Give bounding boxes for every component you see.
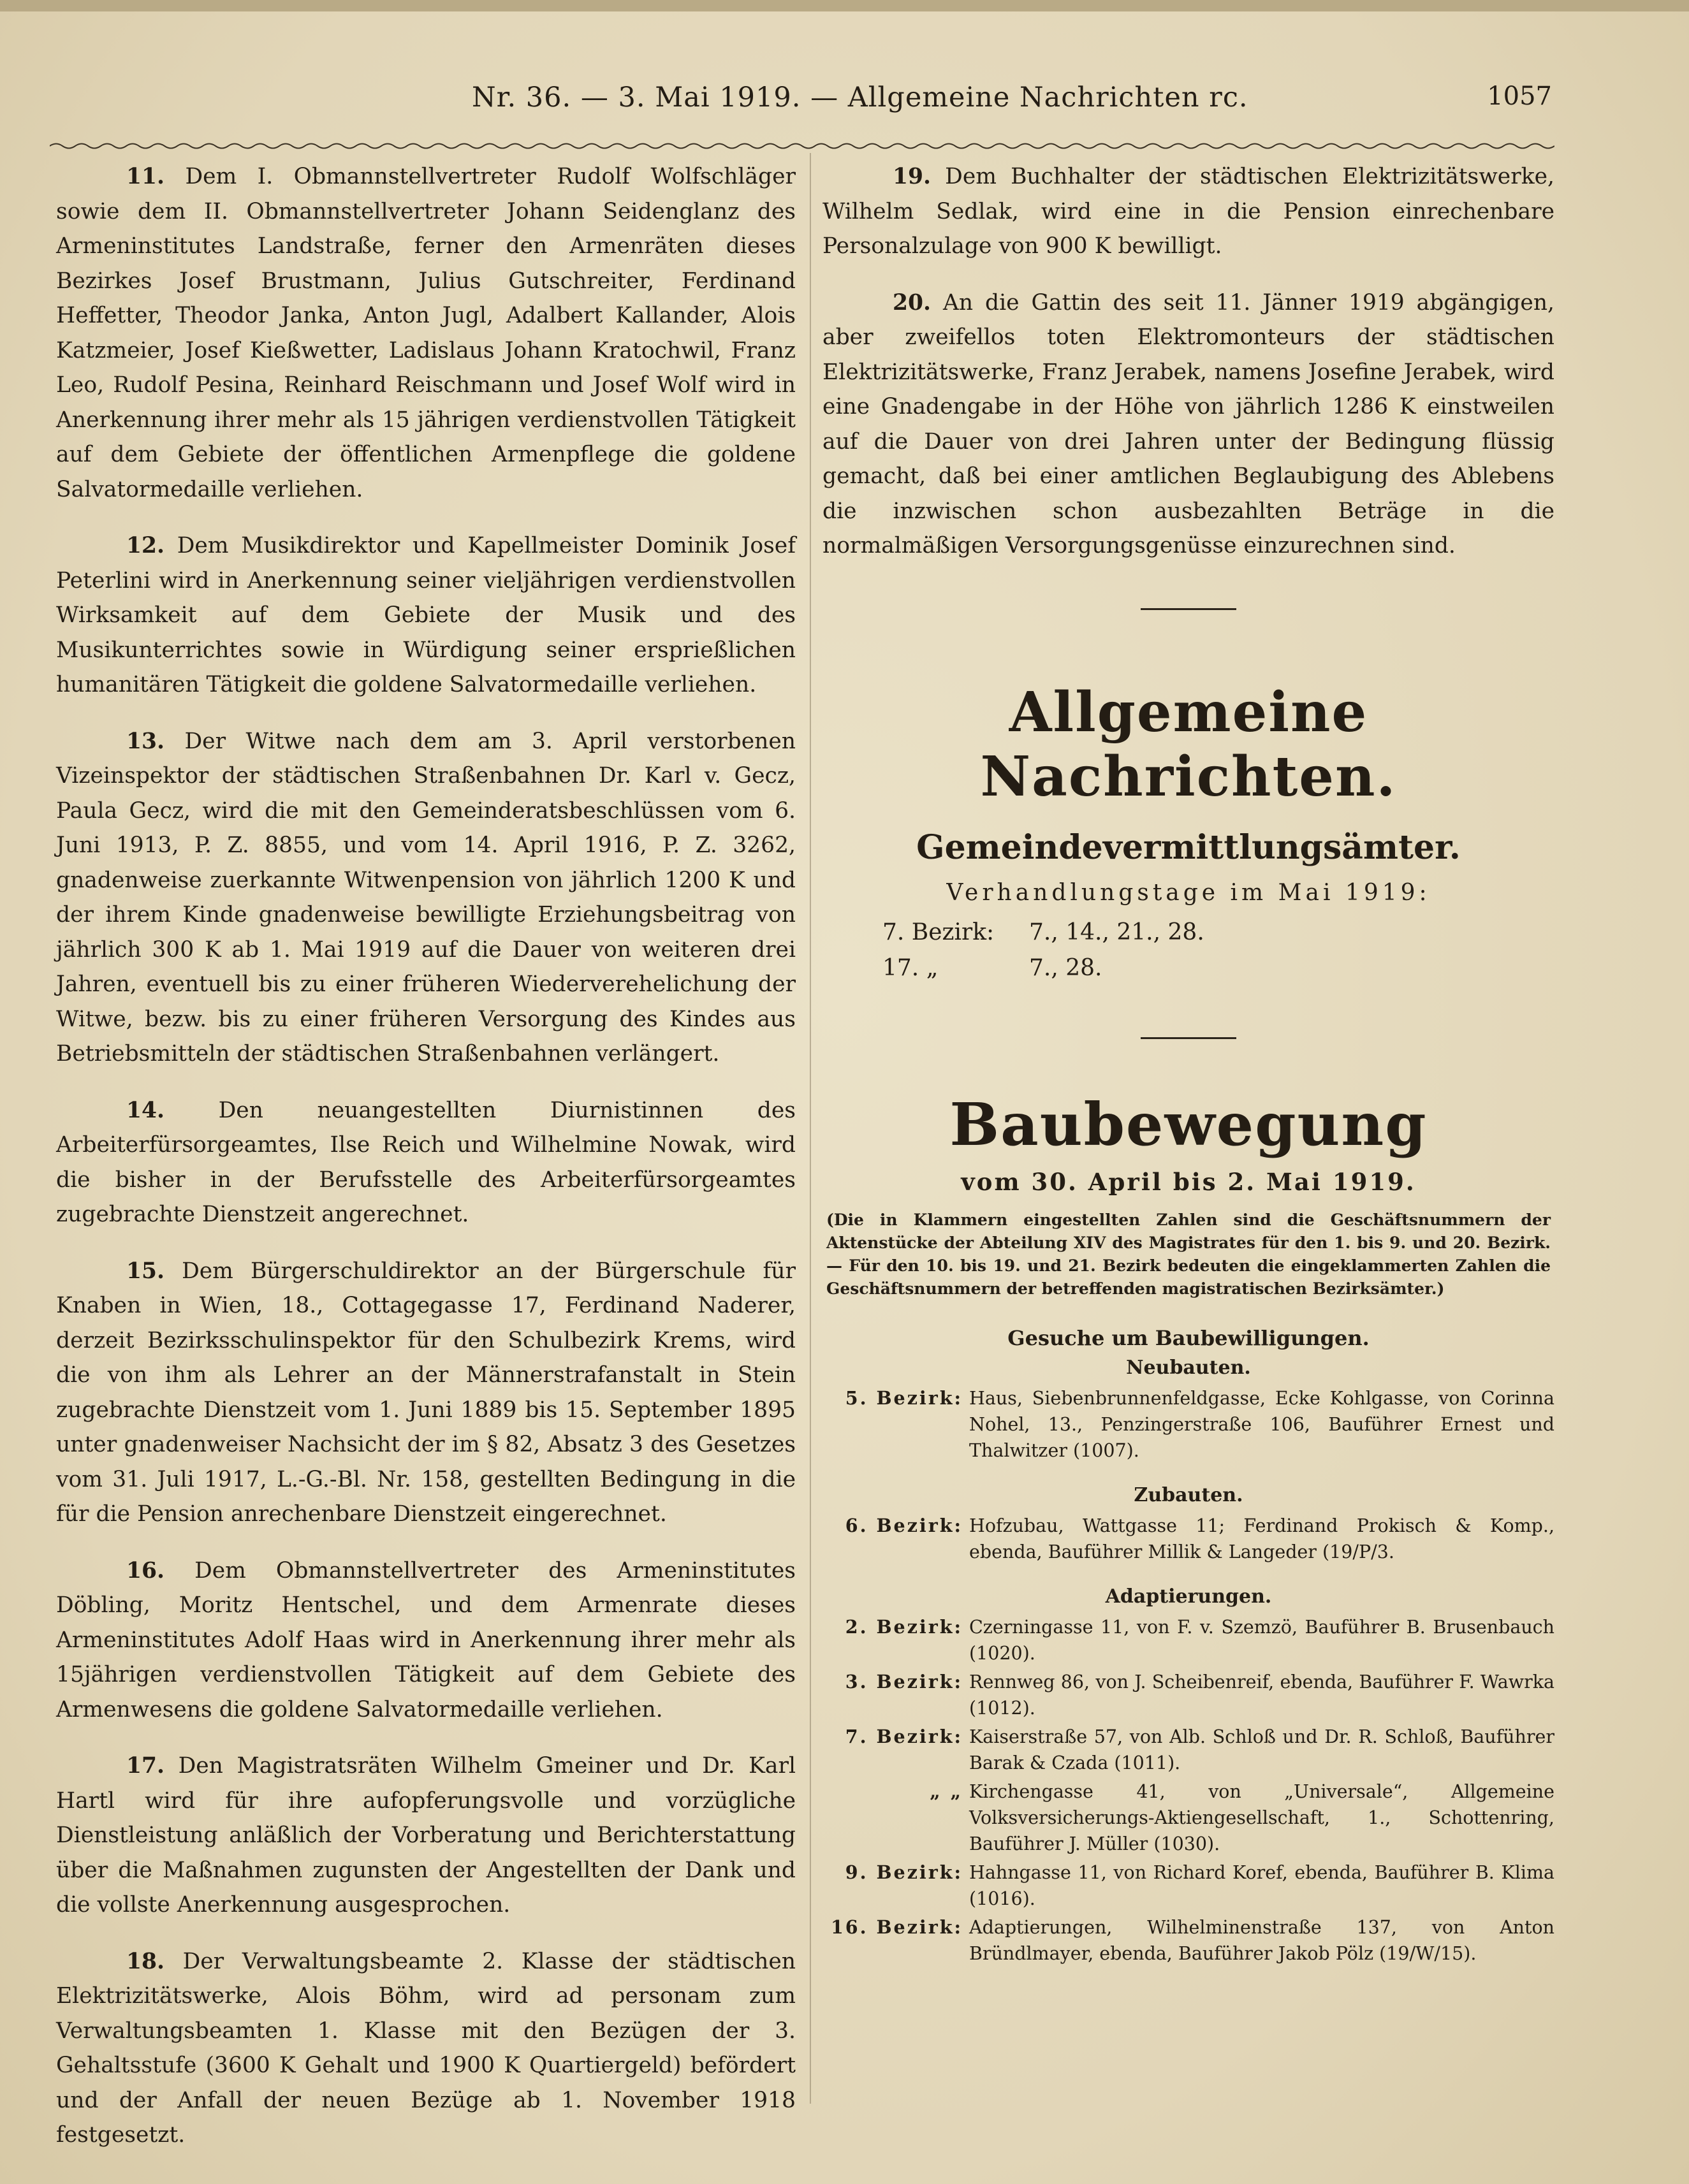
paragraph-16: [56, 1554, 796, 1728]
list-item: [823, 1779, 1554, 1857]
paragraph-number: 17.: [126, 1753, 165, 1779]
group-heading-adaptierungen: Adaptierungen.: [1105, 1585, 1272, 1608]
list-item: [823, 1385, 1554, 1464]
baubewegung-date-range: vom 30. April bis 2. Mai 1919.: [961, 1167, 1416, 1196]
paragraph-text: Dem Bürgerschuldirektor an der Bürgerschule für Knaben in Wien, 18., Cottagegasse 17, Ferdinand Naderer, derzeit Bezirksschulinspektor für den Schulbezirk Krems, wird die von ihm als Lehrer an der Männerstrafanstalt in Stein zugebrachte Dienstzeit vom 1. Juni 1889 bis 15. September 1895 unter gnadenweiser Nachsicht der im § 82, Absatz 3 des Gesetzes vom 31. Juli 1917, L.-G.-Bl. Nr. 158, gestellten Bedingung in die für die Pension anrechenbare Dienstzeit eingerechnet.: [56, 1258, 796, 1527]
district-label: 7. Bezirk:: [882, 919, 995, 945]
column-divider: [810, 153, 811, 2104]
entry-text: Kirchengasse 41, von „Universale“, Allgemeine Volksversicherungs-Aktiengesellschaft, 1., Schottenring, Bauführer J. Müller (1030).: [969, 1780, 1554, 1854]
entry-district: 7. Bezirk:: [845, 1725, 963, 1747]
dates-value: 7., 28.: [1029, 954, 1102, 981]
entry-district: 5. Bezirk:: [845, 1387, 963, 1409]
nachrichten-subtitle: Gemeindevermittlungsämter.: [916, 827, 1461, 867]
list-item: [823, 1914, 1554, 1967]
entry-district: 3. Bezirk:: [845, 1670, 963, 1693]
list-item: [823, 1513, 1554, 1565]
paragraph-text: Dem Obmannstellvertreter des Armeninstitutes Döbling, Moritz Hentschel, und dem Armenrate dieses Armeninstitutes Adolf Haas wird in Anerkennung ihrer mehr als 15jährigen verdienstvollen Tätigkeit auf dem Gebiete des Armenwesens die goldene Salvatormedaille verliehen.: [56, 1557, 796, 1722]
paragraph-11: [56, 159, 796, 507]
dates-row: [882, 915, 1554, 950]
paragraph-18: [56, 1944, 796, 2153]
paragraph-19: [823, 159, 1554, 264]
paragraph-text: Den neuangestellten Diurnistinnen des Arbeiterfürsorgeamtes, Ilse Reich und Wilhelmine Nowak, wird die bisher in der Berufsstelle des Arbeiterfürsorgeamtes zugebrachte Dienstzeit angerechnet.: [56, 1097, 796, 1227]
paragraph-13: [56, 724, 796, 1072]
paragraph-number: 14.: [126, 1097, 165, 1123]
dates-value: 7., 14., 21., 28.: [1029, 919, 1204, 945]
group-heading-neubauten: Neubauten.: [1126, 1356, 1251, 1379]
entry-text: Hahngasse 11, von Richard Koref, ebenda, Bauführer B. Klima (1016).: [969, 1861, 1554, 1909]
gesuche-heading: Gesuche um Baubewilligungen.: [1007, 1325, 1370, 1350]
paragraph-number: 13.: [126, 728, 165, 754]
paragraph-12: [56, 528, 796, 703]
paragraph-15: [56, 1254, 796, 1532]
paragraph-text: Dem I. Obmannstellvertreter Rudolf Wolfschläger sowie dem II. Obmannstellvertreter Johann Seidenglanz des Armeninstitutes Landstraße, ferner den Armenräten dieses Bezirkes Josef Brustmann, Julius Gutschreiter, Ferdinand Heffetter, Theodor Janka, Anton Jugl, Adalbert Kallander, Alois Katzmeier, Josef Kießwetter, Ladislaus Johann Kratochwil, Franz Leo, Rudolf Pesina, Reinhard Reischmann und Josef Wolf wird in Anerkennung ihrer mehr als 15 jährigen verdienstvollen Tätigkeit auf dem Gebiete der öffentlichen Armenpflege die goldene Salvatormedaille verliehen.: [56, 164, 796, 502]
nachrichten-title: Allgemeine Nachrichten.: [980, 680, 1397, 809]
header-title: Nr. 36. — 3. Mai 1919. — Allgemeine Nachrichten rc.: [472, 82, 1248, 113]
left-column: [56, 159, 796, 2174]
page-header: [0, 82, 1689, 126]
paragraph-text: Der Verwaltungsbeamte 2. Klasse der städtischen Elektrizitätswerke, Alois Böhm, wird ad personam zum Verwaltungsbeamten 1. Klasse mit den Bezügen der 3. Gehaltsstufe (3600 K Gehalt und 1900 K Quartiergeld) befördert und der Anfall der neuen Bezüge ab 1. November 1918 festgesetzt.: [56, 1948, 796, 2148]
entry-district: 16. Bezirk:: [830, 1916, 963, 1938]
paragraph-text: Dem Musikdirektor und Kapellmeister Dominik Josef Peterlini wird in Anerkennung seiner vieljährigen verdienstvollen Wirksamkeit auf dem Gebiete der Musik und des Musikunterrichtes sowie in Würdigung seiner ersprießlichen humanitären Tätigkeit die goldene Salvatormedaille verliehen.: [56, 533, 796, 697]
paragraph-number: 20.: [893, 289, 932, 316]
entry-district: 9. Bezirk:: [845, 1861, 963, 1883]
list-item: [823, 1669, 1554, 1721]
paragraph-text: Dem Buchhalter der städtischen Elektrizitätswerke, Wilhelm Sedlak, wird eine in die Pension einrechenbare Personalzulage von 900 K bewilligt.: [823, 164, 1554, 259]
list-item: [823, 1724, 1554, 1776]
paragraph-number: 19.: [893, 164, 932, 189]
paragraph-number: 15.: [126, 1258, 165, 1284]
group-heading-zubauten: Zubauten.: [1134, 1483, 1243, 1506]
dates-row: [882, 950, 1554, 986]
district-label: 17. „: [882, 954, 939, 981]
paragraph-14: [56, 1093, 796, 1232]
days-heading: Verhandlungstage im Mai 1919:: [946, 879, 1431, 906]
entry-text: Haus, Siebenbrunnenfeldgasse, Ecke Kohlgasse, von Corinna Nohel, 13., Penzingerstraße 106, Bauführer Ernest und Thalwitzer (1007).: [969, 1387, 1554, 1461]
paragraph-20: [823, 286, 1554, 564]
entry-district: 6. Bezirk:: [845, 1514, 963, 1536]
page-edge: [0, 0, 1689, 11]
entry-district: 2. Bezirk:: [845, 1615, 963, 1638]
entry-district: „ „: [930, 1780, 963, 1802]
entry-text: Hofzubau, Wattgasse 11; Ferdinand Prokisch & Komp., ebenda, Bauführer Millik & Langeder (19/P/3.: [969, 1515, 1554, 1562]
entry-text: Adaptierungen, Wilhelminenstraße 137, von Anton Bründlmayer, ebenda, Bauführer Jakob Pölz (19/W/15).: [969, 1916, 1554, 1964]
header-wavy-rule: [50, 142, 1554, 150]
paragraph-17: [56, 1749, 796, 1923]
baubewegung-note: (Die in Klammern eingestellten Zahlen sind die Geschäftsnummern der Aktenstücke der Abteilung XIV des Magistrates für den 1. bis 9. und 20. Bezirk. — Für den 10. bis 19. und 21. Bezirk bedeuten die eingeklammerten Zahlen die Geschäftsnummern der betreffenden magistratischen Bezirksämter.): [826, 1210, 1551, 1298]
list-item: [823, 1860, 1554, 1912]
paragraph-number: 16.: [126, 1557, 165, 1583]
list-item: [823, 1614, 1554, 1666]
right-column: [823, 159, 1554, 1969]
paragraph-number: 18.: [126, 1948, 165, 1974]
paragraph-text: An die Gattin des seit 11. Jänner 1919 abgängigen, aber zweifellos toten Elektromonteurs der städtischen Elektrizitätswerke, Franz Jerabek, namens Josefine Jerabek, wird eine Gnadengabe in der Höhe von jährlich 1286 K einstweilen auf die Dauer von drei Jahren unter der Bedingung flüssig gemacht, daß bei einer amtlichen Beglaubigung des Ablebens die inzwischen schon ausbezahlten Beträge in die normalmäßigen Versorgungsgenüsse einzurechnen sind.: [823, 289, 1555, 558]
entry-text: Czerningasse 11, von F. v. Szemzö, Bauführer B. Brusenbauch (1020).: [969, 1616, 1554, 1664]
paragraph-text: Der Witwe nach dem am 3. April verstorbenen Vizeinspektor der städtischen Straßenbahnen Dr. Karl v. Gecz, Paula Gecz, wird die mit den Gemeinderatsbeschlüssen vom 6. Juni 1913, P. Z. 8855, und vom 14. April 1916, P. Z. 3262, gnadenweise zuerkannte Witwenpension von jährlich 1200 K und der ihrem Kinde gnadenweise bewilligte Erziehungsbeitrag von jährlich 300 K ab 1. Mai 1919 auf die Dauer von weiteren drei Jahren, eventuell bis zu einer früheren Wiederverehelichung der Witwe, bezw. bis zu einer früheren Versorgung des Kindes aus Betriebsmitteln der städtischen Straßenbahnen verlängert.: [56, 728, 796, 1067]
paragraph-number: 12.: [126, 533, 165, 558]
paragraph-text: Den Magistratsräten Wilhelm Gmeiner und Dr. Karl Hartl wird für ihre aufopferungsvolle und vorzügliche Dienstleistung anläßlich der Vorberatung und Berichterstattung über die Maßnahmen zugunsten der Angestellten der Dank und die vollste Anerkennung ausgesprochen.: [56, 1753, 796, 1918]
page-number: 1057: [1487, 82, 1552, 111]
entry-text: Rennweg 86, von J. Scheibenreif, ebenda, Bauführer F. Wawrka (1012).: [969, 1671, 1554, 1719]
entry-text: Kaiserstraße 57, von Alb. Schloß und Dr. R. Schloß, Bauführer Barak & Czada (1011).: [969, 1726, 1554, 1773]
paragraph-number: 11.: [126, 164, 165, 189]
baubewegung-title: Baubewegung: [949, 1089, 1428, 1159]
